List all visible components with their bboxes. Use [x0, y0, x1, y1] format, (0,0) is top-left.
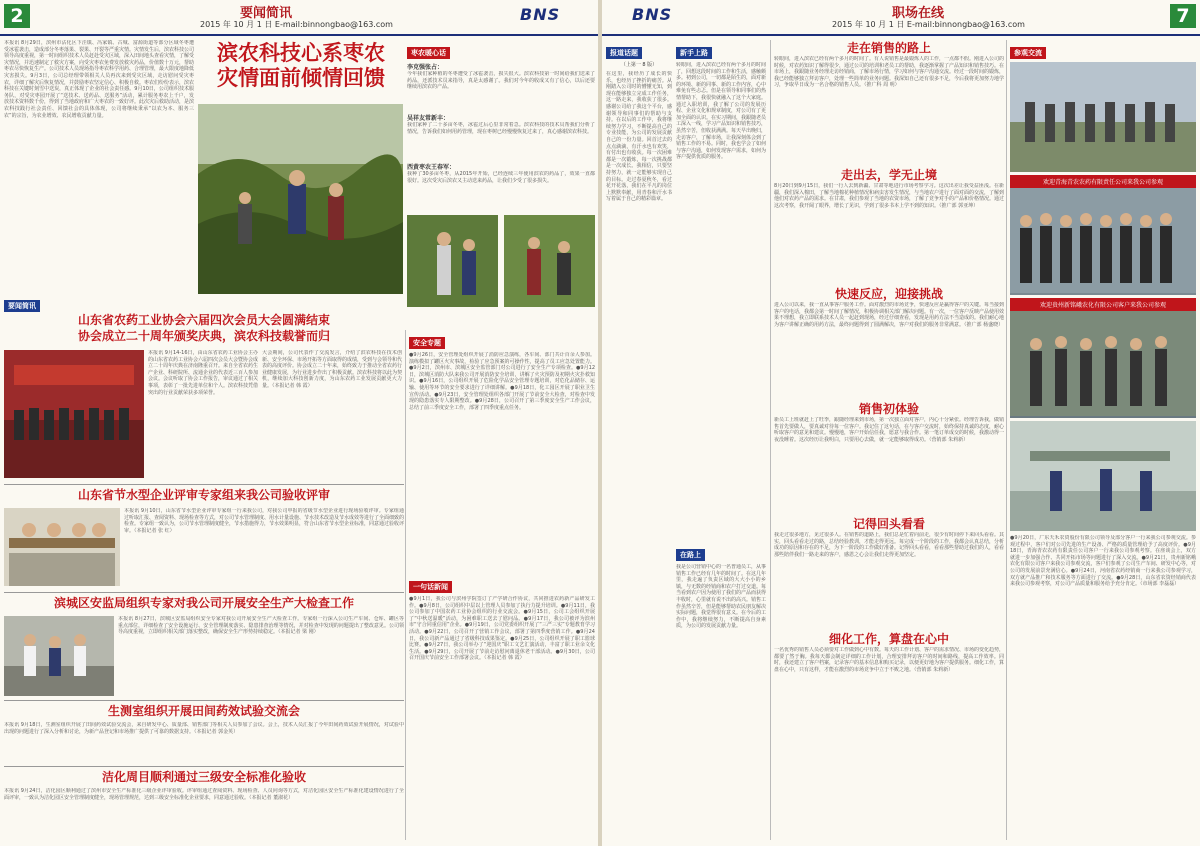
- water-photo: [4, 508, 120, 586]
- safety-topic-text: ●9月26日，安全管理处组织开展了消防应急演练，各车间、部门共计百余人参加。演练模拟了罐区火灾事故，检验了应急预案的可操作性，提高了员工应急处置能力。●9月2日，滨州市、滨城区安全监管部门对公司进行了安全生产专项检查。●9月12日，滨城区消防大队来我公司开展消防安全培训，讲解了火灾预防及初期火灾扑救知识。●9月16日，公司组织开展了危险化学品安全管理专题培训，对危化品储存、运输、使用等环节的安全要求进行了详细讲解。●9月18日，化工园区开展了职业卫生宣传活动。●9月23日，安全管理处组织各部门开展了节前安全大检查，对检查中发现的隐患落实专人限期整改。●9月28日，公司召开了第三季度安全生产工作会议，总结了前三季度安全工作，部署了四季度重点任务。: [409, 352, 595, 411]
- first-headline: 销售初体验: [858, 402, 919, 416]
- safety-text: 本报讯 8月27日，滨城区安监局组织安全专家对我公司开展安全生产大检查工作。专家组一行深入公司生产车间、仓库、罐区等重点部位，详细检查了安全设施运行、安全管理制度落实、隐患排查治理等情况，并对检查中发现的问题提出了整改意见。公司领导高度重视，立即组织相关部门落实整改，确保安全生产形势持续稳定。（本报记者 梁 刚）: [118, 616, 404, 636]
- detail-text: 一名优秀的销售人员必须要对工作做到心中有数。每天的工作计划、客户的需求情况、市场的变化趋势，都要了然于胸。我每天都会制定详细的工作计划，合理安排拜访客户的时间和路线，提高工作效率。同时，我还建立了客户档案，记录客户的基本信息和购买记录，以便更好地为客户提供服务。细化工作，算盘在心中，只有这样，才能在激烈的市场竞争中立于不败之地。（营销部 朱莉新）: [774, 647, 1004, 673]
- left-header: [0, 0, 598, 36]
- left-column-divider: [405, 330, 406, 840]
- go-headline: 走出去，学无止境: [840, 168, 937, 182]
- tag-report: 报道话题: [606, 47, 642, 59]
- visit-photo-1: [1010, 62, 1196, 172]
- jujube-orchard-photo: [198, 104, 403, 294]
- main-headline-line-1: 滨农科技心系枣农: [217, 40, 385, 65]
- visit-captions: ●9月20日，广东天禾农资股份有限公司领导及部分客户一行来我公司参观交流。参观过程中，客户们对公司先进的生产设备、严格的质量管理给予了高度评价。●9月18日，青海青农农药有限责任公司客户一行来我公司参观考察。在座谈会上，双方就进一步加强合作、共同开拓市场等问题进行了深入交流。●9月21日，贵州新铭峨农化有限公司客户来我公司参观交流，客户们参观了公司生产车间、研发中心等，对公司的发展前景充满信心。●9月24日，河南省农药经销商一行来我公司参观学习，双方就产品推广和技术服务等方面进行了交流。●9月28日，山东省农资经销商代表来我公司参观考察，对公司产品质量和服务给予充分肯定。（市场部 李磊磊）: [1010, 535, 1196, 588]
- memory-text: 我走过很多地方，见过很多人。在销售的道路上，我们总是忙着向前走，很少有时间停下来回头看看。其实，回头看看走过的路，总结经验教训，才能走得更远。每完成一个阶段的工作，我都会认真总结，分析成功的原因和存在的不足，为下一阶段的工作做好准备。记得回头看看，看看那些帮助过我们的人，看看那些陪伴我们一路走来的客户，感恩之心会让我们走得更加坚定。: [774, 532, 1004, 558]
- intro-article-text: 本报讯 8月29日，滨州市沾化区下洼镇、冯家镇、古城、富源街道等部分区域冬枣遭受冰雹袭击，造成部分冬枣落果、裂果、开裂等严重灾情。灾情发生后，滨农科技公司领导高度重视，第一时间组织技术人员赶赴受灾区域，深入田间地头查看灾情，了解受灾情况，并迅速制定了救灾方案，向受灾枣农免费发放救灾药品，价值数十万元，帮助枣农尽快恢复生产。公司技术人员现场指导枣农科学用药、合理管理，最大限度地降低灾害损失。9月3日，公司总经理带领相关人员再次来到受灾区域，走访慰问受灾枣农，详细了解灾后恢复情况，并鼓励枣农坚定信心、积极自救。枣农们纷纷表示，滨农科技在关键时刻雪中送炭，真正体现了企业的社会责任感。9月10日，公司组织技术服务队，对受灾枣园开展了“送技术、送药品、送服务”活动，累计服务枣农上千户，发放技术资料数千份，得到了当地政府和广大枣农的一致好评。此次灾后救助活动，是滨农科技践行社会责任、回馈社会的具体体现，公司将继续秉承“以农为本、服务三农”的宗旨，为农业增效、农民增收贡献力量。: [4, 40, 194, 119]
- detail-headline: 细化工作，算盘在心中: [828, 632, 949, 646]
- photo-column: [1010, 40, 1196, 840]
- right-section-name: 职场在线: [892, 6, 945, 21]
- association-text-1: 本报讯 9月14-16日，由山东省农药工业协会主办的山东省农药工业协会六届四次会员大会暨协会成立二十周年庆典在济南隆重召开。来自全省农药生产企业、科研院所、流通企业的代表近三百人参加会议。会议听取了协会工作报告，审议通过了相关事项，表彰了一批先进单位和个人。滨农科技凭借突出的行业贡献荣获多项荣誉。: [148, 350, 258, 396]
- right-dateline: 2015 年 10 月 1 日 E-mail:binnongbao@163.com: [832, 20, 1025, 29]
- visit-photo-2: [1010, 175, 1196, 295]
- first-text: 新员工上班就赶上了旺季，跟随经理来到市场，第一次独立面对客户，内心十分紧张。经理告诉我，做销售首先要做人，要真诚对待每一位客户。我记住了这句话，在与客户交流时，始终保持真诚的态度，耐心听取客户的意见和建议。慢慢地，客户开始信任我，愿意与我合作。第一笔订单成交的时候，我激动得一夜没睡着。这次经历让我明白，只要用心去做，就一定能够取得成功。（营销部 朱莉新）: [774, 417, 1004, 443]
- divider-1: [4, 484, 404, 485]
- left-section-name: 要闻简讯: [240, 6, 293, 21]
- right-column-divider-1: [770, 40, 771, 840]
- divider-4: [4, 766, 404, 767]
- short-news-column: [409, 574, 595, 840]
- fast-text: 进入公司以来，我一直从事客户服务工作。面对激烈的市场竞争，快速反应是赢得客户的关键。每当接到客户的电话，我都会第一时间了解情况，积极协调相关部门解决问题。有一次，一位客户反映产品使用效果不理想，我立即联系技术人员一起赶到现场，经过仔细查看，发现是用药方法不当造成的。我们耐心地为客户讲解正确的用药方法，最终问题得到了圆满解决，客户对我们的服务非常满意。（推广部 杨盛晓）: [774, 302, 1004, 328]
- sales-text: 我是公司营销中心的一名普通员工，从事销售工作已经有几年的时间了。在这几年里，我走遍了负责区域的大大小小的乡镇，与无数的经销商和农户打过交道。每当看到农户因为使用了我们的产品而获得丰收时，心里就有说不出的高兴。销售工作虽然辛苦，但是能够帮助农民朋友解决实际问题，我觉得很有意义。在今后的工作中，我将继续努力，不断提高自身素质，为公司的发展贡献力量。: [676, 564, 766, 630]
- sidebar-text-1: 今年我们家种植的冬枣遭受了冰雹袭击，损失很大。滨农科技第一时间给我们送来了药品，还派技术员来指导，真是太感谢了。我们对今年的收成又有了信心，以后还要继续用滨农的产品。: [407, 71, 595, 91]
- water-text: 本报讯 9月10日，山东省节水型企业评审专家组一行来我公司，对我公司申报的省级节水型企业进行现场验收评审。专家组通过听取汇报、查阅资料、现场检查等方式，对公司节水管理制度、用水计量设施、节水技术改造及节水成效等进行了全面细致的检查。专家组一致认为，公司节水管理制度健全，节水措施得力，节水效果明显，符合山东省节水型企业标准，同意通过验收评审。（本报记者 张 红）: [124, 508, 404, 534]
- sidebar-name-1: 李克强张占：: [407, 64, 444, 71]
- go-text: 8月20日到9月15日，我们一行人去到新疆、甘肃等地进行市场考察学习。这次出差让我受益匪浅。在新疆，我们深入棉田，了解当地棉花种植情况和病虫害发生情况，与当地农户进行了面对面的交流，了解到他们对农药产品的需求。在甘肃，我们参观了当地的农资市场，了解了竞争对手的产品和价格情况。通过这次考察，我开阔了眼界，增长了见识，学到了很多书本上学不到的知识。（推广部 郭亚坤）: [774, 183, 1004, 209]
- association-headline: [4, 312, 404, 346]
- road-headline: 走在销售的路上: [846, 41, 931, 55]
- safety-photo: [4, 616, 114, 696]
- left-logo: BNS: [520, 5, 561, 24]
- tag-safety: 安全专题: [409, 337, 445, 349]
- association-headline-line-1: 山东省农药工业协会六届四次会员大会圆满结束: [77, 313, 330, 327]
- right-page: [602, 0, 1200, 846]
- left-page-number: 2: [4, 4, 30, 28]
- association-headline-line-2: 协会成立二十周年颁奖庆典，滨农科技载誉而归: [77, 329, 330, 343]
- tag-sidebar: 枣农暖心话: [407, 47, 450, 59]
- short-news-text: ●9月1日，我公司与滨州学院签订了产学研合作协议，共同推进农药新产品研发工作。●9月8日，公司组织中层以上管理人员参加了执行力提升培训。●9月11日，我公司参加了中国农药工业协会组织的行业交流会。●9月15日，公司工会组织开展了“中秋送温暖”活动，为困难职工送去了慰问品。●9月17日，我公司被评为滨州市“守合同重信用”企业。●9月19日，公司党委组织开展了“三严三实”专题教育学习活动。●9月22日，公司召开了营销工作会议，部署了第四季度营销工作。●9月24日，我公司新产品通过了省级科技成果鉴定。●9月25日，公司组织开展了职工篮球比赛。●9月27日，我公司举办了“迎国庆”职工文艺汇演活动，丰富了职工业余文化生活。●9月29日，公司开展了节前走访慰问离退休老干部活动。●9月30日，公司召开国庆节前安全工作部署会议。（本报记者 韩 霞）: [409, 596, 595, 662]
- association-photo: [4, 350, 144, 478]
- newcomer-column: [676, 40, 766, 840]
- tag-staff: 新手上路: [676, 47, 712, 59]
- tag-short-news: 一句话新闻: [409, 581, 452, 593]
- right-header: [602, 0, 1200, 36]
- tag-photo: 参观交流: [1010, 47, 1046, 59]
- safety-topic-column: [409, 330, 595, 570]
- poem-title: （上第一 8 版）: [620, 62, 658, 68]
- right-column-divider-2: [1006, 40, 1007, 840]
- sidebar-text-3: 我种了30多亩冬枣，从2015年开始，已经连续三年使用滨农的药品了，效果一直都很好。这次受灾后滨农又主动送来药品，让我们少受了很多损失。: [407, 171, 595, 184]
- road-text: 转眼间，进入滨农已经有两个多月的时间了。有人说销售是最锻炼人的工作，一点都不假。刚进入公司的时候，对农药知识了解得很少，通过公司的培训和老员工的帮助，我逐渐掌握了产品知识和销售技巧。在市场上，我跟随业务经理走访经销商，了解市场行情，学习如何与客户沟通交流。经过一段时间的锻炼，我已经能够独立拜访客户，处理一些简单的业务问题。我深知自己还有很多不足，今后我将更加努力地学习，争取早日成为一名合格的销售人员。（推广科 周 明）: [774, 56, 1004, 89]
- divider-3: [4, 700, 404, 701]
- health-text: 本报讯 9月18日，生测室组织开展了田间药效试验交流会，来自研发中心、质量部、销售部门等相关人员参加了会议。会上，技术人员汇报了今年田间药效试验开展情况，对试验中出现的问题进行了深入分析和讨论，为新产品登记和市场推广提供了可靠的数据支持。（本报记者 郭金英）: [4, 722, 404, 735]
- sales-main-column: [774, 40, 1004, 840]
- banner-1: 欢迎青海青农农药有限责任公司来我公司参观: [1010, 175, 1196, 188]
- fast-headline: 快速反应，迎接挑战: [834, 287, 943, 301]
- tag-sales: 在路上: [676, 549, 705, 561]
- right-logo: BNS: [632, 5, 673, 24]
- right-page-number: 7: [1170, 4, 1196, 28]
- safety-headline: 滨城区安监局组织专家对我公司开展安全生产大检查工作: [53, 596, 354, 610]
- clean-headline: 洁化周目顺利通过三级安全标准化验收: [101, 770, 306, 784]
- divider-2: [4, 592, 404, 593]
- main-headline: [196, 40, 406, 100]
- tag-news: 要闻简讯: [4, 300, 40, 312]
- left-dateline: 2015 年 10 月 1 日 E-mail:binnongbao@163.com: [200, 20, 393, 29]
- report-topic-text: 在这里，我经历了成长的快乐，也经历了挫折的痛苦。从刚踏入公司时的懵懂无知，到现在能够独立完成工作任务，这一路走来，我收获了很多。感谢公司给了我这个平台，感谢领导和同事们的帮助与支持。在以后的工作中，我将继续努力学习，不断提高自己的专业技能，为公司的发展贡献自己的一份力量。回首过去的点点滴滴，有汗水也有欢笑，有付出也有收获。每一次困难都是一次锻炼，每一次挑战都是一次成长。我相信，只要坚持努力，就一定能够实现自己的目标。走过春夏秋冬，看过花开花落，我们在平凡的岗位上默默奉献，用青春和汗水书写着属于自己的精彩篇章。: [606, 71, 672, 203]
- sidebar-name-3: 西黄枣农王春军：: [407, 164, 456, 171]
- water-headline: 山东省节水型企业评审专家组来我公司验收评审: [77, 488, 330, 502]
- left-page: [0, 0, 598, 846]
- health-headline: 生测室组织开展田间药效试验交流会: [107, 704, 300, 718]
- banner-2: 欢迎贵州新铭峨农化有限公司客户来我公司参观: [1010, 298, 1196, 311]
- clean-text: 本报讯 9月24日，洁化园区顺利通过了滨州市安全生产标准化三级企业评审验收。评审组通过查阅资料、现场检查、人员问询等方式，对洁化园区安全生产标准化建设情况进行了全面评审，一致认为洁化园区安全管理制度健全，现场管理规范，达到三级安全标准化企业要求，同意通过验收。（本报记者 董淑花）: [4, 788, 404, 801]
- report-topic-column: [606, 40, 672, 840]
- newcomer-text: 转眼间，进入滨农已经有两个多月的时间了，回想这段时间的工作和生活，感触颇多。初到公司，一切都是陌生的，面对新的环境、新的同事、新的工作内容，心中难免有些忐忑。但是在领导和同事们的热情帮助下，我很快就融入了这个大家庭。通过入职培训，我了解了公司的发展历程、企业文化和规章制度，对公司有了更加全面的认识。在实习期间，我跟随老员工深入一线，学习产品知识和销售技巧，虽然辛苦，但收获满满。每天早出晚归，走访客户，了解市场，让我深刻体会到了销售工作的不易。同时，我也学会了如何与客户沟通，如何发现客户需求，如何为客户提供优质的服务。: [676, 62, 766, 161]
- visit-photo-4: [1010, 421, 1196, 531]
- sidebar-text-2: 我们家种了二十多亩冬枣，冰雹过后心里非常着急。滨农科技的技术员帮我们分析了情况，告诉我们如何用药管理，现在枣树已经慢慢恢复过来了，真心感谢滨农科技。: [407, 122, 595, 135]
- visit-photo-3: [1010, 298, 1196, 418]
- sidebar-photos: [407, 215, 595, 307]
- sidebar-name-2: 吴祥友常新丰：: [407, 115, 450, 122]
- main-headline-line-2: 灾情面前倾情回馈: [217, 65, 385, 90]
- association-text-2: 大会期间，公司代表作了交流发言，介绍了滨农科技在技术创新、安全环保、市场开拓等方面取得的成绩，受到与会领导和代表的高度评价。协会成立二十年来，始终致力于推动全省农药行业健康发展，为行业进步作出了积极贡献。滨农科技将以此为契机，继续加大科技创新力度，为山东农药工业发展贡献更大力量。（本报记者 韩 霞）: [262, 350, 402, 389]
- memory-headline: 记得回头看看: [852, 517, 925, 531]
- sidebar-jujube-farmers: [407, 40, 595, 330]
